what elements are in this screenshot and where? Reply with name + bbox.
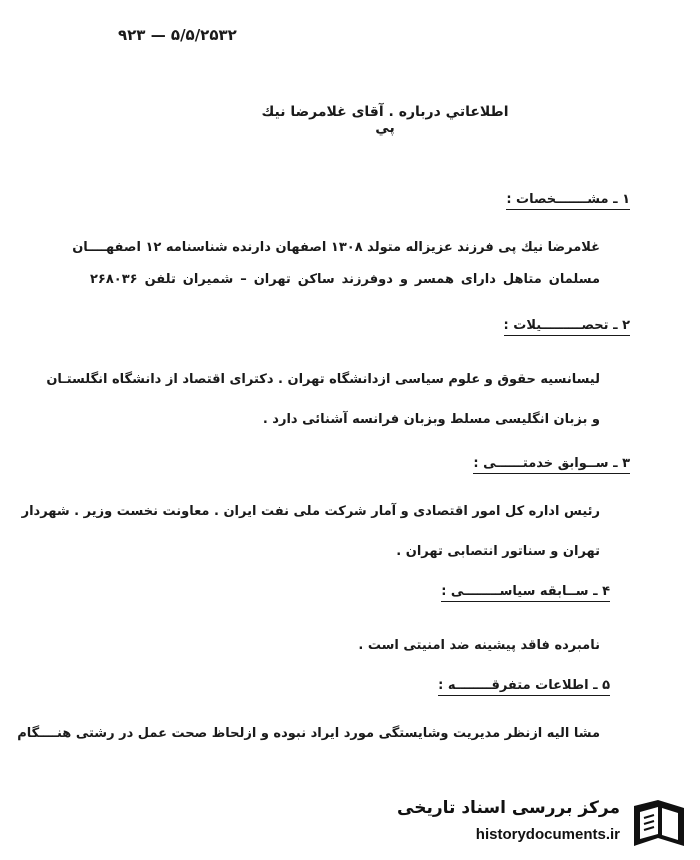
section-1-heading <box>506 192 630 207</box>
section-3-line-1: رئیس اداره کل امور اقتصادی و آمار شرکت ملی نفت ایران . معاونت نخست وزیر . شهردار <box>21 504 600 519</box>
section-2-heading <box>504 318 630 333</box>
archive-book-icon <box>628 796 690 854</box>
section-3-line-2: تهران و سناتور انتصابی تهران . <box>396 544 600 559</box>
document-title: اطلاعاتي درباره . آقای غلامرضا نیك پي <box>261 104 509 136</box>
section-5-heading-text: ۵ ـ اطلاعات متفرقــــــــه : <box>438 678 610 696</box>
section-3-heading-text: ۳ ـ ســوابق خدمتــــــی : <box>473 456 630 474</box>
document-code: ۹۲۳ — ۵/۵/۲۵۳۲ <box>118 26 237 44</box>
section-4-heading <box>441 584 610 599</box>
section-5-line-1: مشا الیه ازنظر مدیریت وشایستگی مورد ایراد نبوده و ازلحاظ صحت عمل در رشتی هنــــگام <box>17 726 600 741</box>
watermark-name-fa: مرکز بررسی اسناد تاریخی <box>397 798 620 818</box>
archive-watermark <box>397 796 690 854</box>
section-2-heading-text: ۲ ـ تحصـــــــــیلات : <box>504 318 630 336</box>
section-1-line-1: غلامرضا نیك پی فرزند عزیزاله متولد ۱۳۰۸ اصفهان دارنده شناسنامه ۱۲ اصفهــــان <box>72 240 600 255</box>
section-2-line-1: لیسانسیه حقوق و علوم سیاسی ازدانشگاه تهران . دکترای اقتصاد از دانشگاه انگلستـان <box>46 372 600 387</box>
section-1-line-2: مسلمان متاهل دارای همسر و دوفرزند ساکن تهران – شمیران تلفن ۲۶۸۰۳۶ <box>90 272 600 287</box>
watermark-name-en: historydocuments.ir <box>475 826 620 843</box>
section-4-heading-text: ۴ ـ ســابقه سیاســــــــی : <box>441 584 610 602</box>
section-3-heading <box>473 456 630 471</box>
section-4-line-1: نامبرده فاقد پیشینه ضد امنیتی است . <box>358 638 600 653</box>
section-1-heading-text: ۱ ـ مشـــــــخصات : <box>506 192 630 210</box>
section-2-line-2: و بزبان انگلیسی مسلط وبزبان فرانسه آشنائی دارد . <box>262 412 600 427</box>
section-5-heading <box>438 678 610 693</box>
